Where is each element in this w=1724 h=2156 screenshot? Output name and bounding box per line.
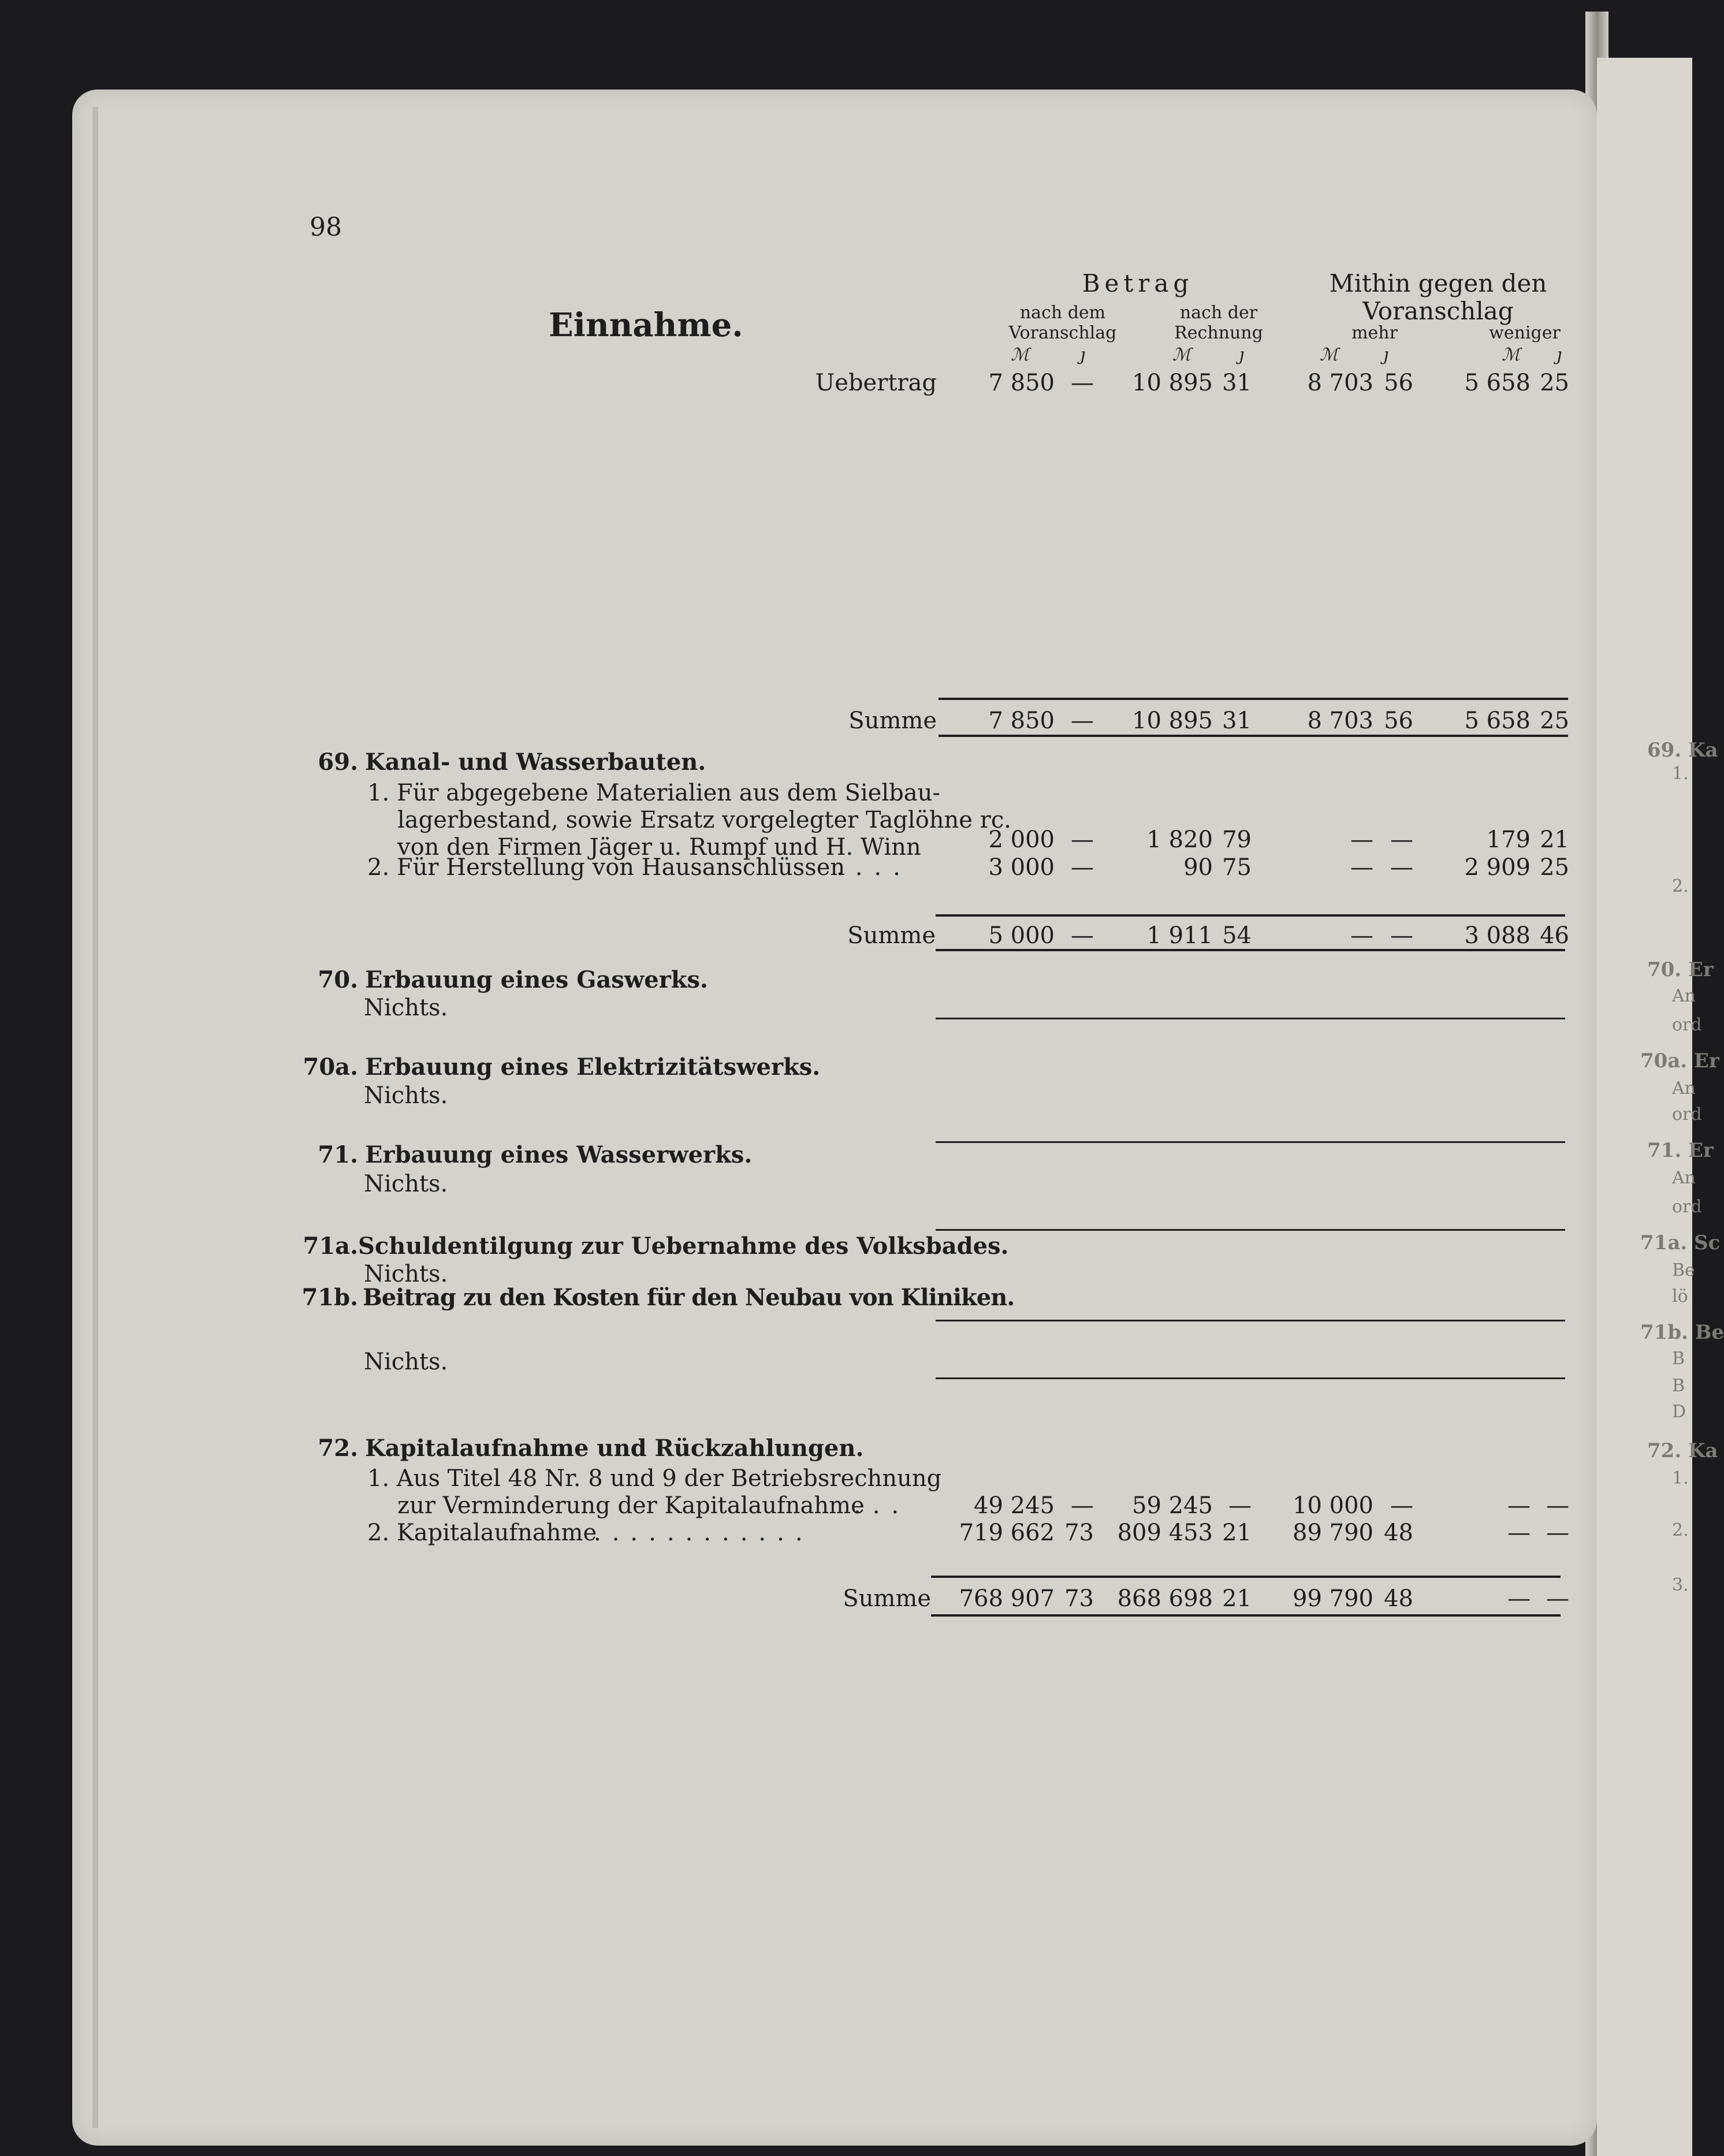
header-col2-line2: Rechnung: [1174, 323, 1263, 343]
s69-summe-col2-pf: 54: [1222, 922, 1252, 949]
uebertrag-col3-mark: 8 703: [1307, 370, 1373, 396]
document-page: [72, 90, 1597, 2146]
s69-summe-col4-pf: 46: [1540, 922, 1569, 949]
header-mithin-line2: Voranschlag: [1362, 297, 1514, 325]
uebertrag-col4-mark: 5 658: [1464, 370, 1531, 396]
s69-summe-col3-mark: —: [1350, 922, 1373, 949]
facing-frag-14: Be: [1672, 1260, 1695, 1280]
summe1-col1-mark: 7 850: [988, 708, 1055, 734]
s69-item1-col2-mark: 1 820: [1146, 826, 1213, 853]
s72-item1-col1-mark: 49 245: [974, 1492, 1055, 1519]
s69-item1-line3: von den Firmen Jäger u. Rumpf und H. Winn: [397, 834, 921, 861]
s69-item2-col4-pf: 25: [1540, 854, 1569, 881]
uebertrag-col1-mark: 7 850: [988, 370, 1055, 396]
facing-frag-8: An: [1672, 1078, 1696, 1099]
s70-rule: [936, 1018, 1565, 1019]
s69-title: Kanal- und Wasserbauten.: [365, 749, 706, 776]
facing-frag-16: 71b. Be: [1640, 1321, 1724, 1344]
s72-summe-col1-pf: 73: [1064, 1585, 1094, 1612]
summe1-bottom-rule: [939, 735, 1568, 737]
s72-item1-col2-mark: 59 245: [1132, 1492, 1213, 1519]
summe1-label: Summe: [848, 708, 937, 734]
s72-summe-col4-mark: —: [1507, 1585, 1531, 1612]
s72-summe-col4-pf: —: [1546, 1585, 1569, 1612]
facing-frag-3: 2.: [1672, 876, 1689, 896]
s72-summe-bottom-rule: [931, 1614, 1561, 1617]
uebertrag-col2-pf: 31: [1222, 370, 1252, 396]
summe1-top-rule: [939, 698, 1568, 700]
s69-item2-col1-mark: 3 000: [988, 854, 1055, 881]
s71b-number: 71b.: [301, 1284, 358, 1311]
header-col4: weniger: [1489, 323, 1561, 343]
s69-summe-col2-mark: 1 911: [1146, 922, 1213, 949]
facing-frag-2: 1.: [1672, 764, 1689, 784]
s72-item2-leader: ............: [594, 1520, 814, 1546]
s70a-rule: [936, 1141, 1565, 1143]
s72-summe-col3-pf: 48: [1384, 1585, 1413, 1612]
s69-summe-col1-pf: —: [1071, 922, 1094, 949]
facing-frag-22: 2.: [1672, 1520, 1689, 1540]
s69-item1-col3-pf: —: [1390, 826, 1413, 853]
s69-summe-top-rule: [936, 914, 1565, 917]
s69-item2-leader: ....: [836, 854, 912, 881]
s71-note: Nichts.: [364, 1171, 448, 1197]
s72-summe-top-rule: [931, 1576, 1561, 1578]
s70-note: Nichts.: [364, 995, 448, 1021]
page-number: 98: [310, 213, 342, 242]
s72-item1-line2: zur Verminderung der Kapitalaufnahme: [397, 1492, 865, 1519]
pf-col2: ȷ: [1239, 345, 1245, 365]
s71-rule: [936, 1229, 1565, 1231]
s69-item1-col1-mark: 2 000: [988, 826, 1055, 853]
summe1-col4-mark: 5 658: [1464, 708, 1531, 734]
facing-frag-5: An: [1672, 986, 1696, 1006]
facing-frag-1: 69. Ka: [1647, 739, 1718, 762]
s71a-rule: [936, 1320, 1565, 1321]
facing-frag-10: 71. Er: [1647, 1139, 1714, 1162]
s69-summe-col1-mark: 5 000: [988, 922, 1055, 949]
s71b-title: Beitrag zu den Kosten für den Neubau von Kliniken.: [363, 1284, 1015, 1311]
facing-frag-4: 70. Er: [1647, 958, 1714, 981]
s69-summe-col4-mark: 3 088: [1464, 922, 1531, 949]
header-col2-line1: nach der: [1179, 303, 1258, 323]
header-col1-line1: nach dem: [1019, 303, 1106, 323]
s72-item2-col3-pf: 48: [1384, 1520, 1413, 1546]
facing-frag-17: B: [1672, 1349, 1685, 1369]
summe1-col3-pf: 56: [1384, 708, 1413, 734]
facing-frag-9: ord: [1672, 1104, 1702, 1124]
uebertrag-col1-pf: —: [1071, 370, 1094, 396]
s72-item2-col3-mark: 89 790: [1293, 1520, 1373, 1546]
s72-item2-col1-pf: 73: [1064, 1520, 1094, 1546]
s70-number: 70.: [318, 966, 358, 993]
s69-item2-line: 2. Für Herstellung von Hausanschlüssen: [367, 854, 846, 881]
uebertrag-col3-pf: 56: [1384, 370, 1413, 396]
s69-item1-col2-pf: 79: [1222, 826, 1252, 853]
header-mithin-line1: Mithin gegen den: [1329, 269, 1547, 297]
s72-item2-col1-mark: 719 662: [959, 1520, 1055, 1546]
s72-item2-col4-pf: —: [1546, 1520, 1569, 1546]
header-col3: mehr: [1351, 323, 1398, 343]
summe1-col2-mark: 10 895: [1132, 708, 1213, 734]
mark-col4: ℳ: [1502, 345, 1521, 365]
s71b-note: Nichts.: [364, 1349, 448, 1375]
s71a-number: 71a.: [303, 1232, 358, 1260]
header-betrag: Betrag: [1082, 269, 1194, 297]
s70-title: Erbauung eines Gaswerks.: [365, 966, 708, 993]
pf-col3: ȷ: [1383, 345, 1389, 365]
s69-summe-label: Summe: [847, 922, 936, 949]
facing-frag-6: ord: [1672, 1015, 1702, 1035]
facing-frag-7: 70a. Er: [1640, 1049, 1719, 1073]
facing-frag-12: ord: [1672, 1197, 1702, 1217]
facing-frag-11: An: [1672, 1168, 1696, 1188]
s69-summe-bottom-rule: [936, 949, 1565, 951]
s72-item1-line1: 1. Aus Titel 48 Nr. 8 und 9 der Betriebsrechnung: [367, 1465, 942, 1492]
s69-item1-col1-pf: —: [1071, 826, 1094, 853]
s72-item1-col2-pf: —: [1228, 1492, 1252, 1519]
s69-item2-col2-mark: 90: [1183, 854, 1213, 881]
s71a-note: Nichts.: [364, 1261, 448, 1287]
summe1-col2-pf: 31: [1222, 708, 1252, 734]
summe1-col4-pf: 25: [1540, 708, 1569, 734]
s69-item2-col3-pf: —: [1390, 854, 1413, 881]
facing-frag-19: D: [1672, 1402, 1686, 1422]
mark-col2: ℳ: [1172, 345, 1191, 365]
s69-summe-col3-pf: —: [1390, 922, 1413, 949]
uebertrag-label: Uebertrag: [815, 370, 937, 396]
s71-title: Erbauung eines Wasserwerks.: [365, 1141, 753, 1168]
s69-item1-col4-pf: 21: [1540, 826, 1569, 853]
page-edge: [92, 107, 98, 2128]
facing-frag-15: lö: [1672, 1286, 1688, 1306]
s70a-title: Erbauung eines Elektrizitätswerks.: [365, 1053, 821, 1081]
s72-item1-leader: ...: [854, 1492, 911, 1519]
facing-frag-20: 72. Ka: [1647, 1439, 1718, 1462]
s71-number: 71.: [318, 1141, 358, 1168]
uebertrag-col4-pf: 25: [1540, 370, 1569, 396]
facing-frag-18: B: [1672, 1376, 1685, 1396]
s72-title: Kapitalaufnahme und Rückzahlungen.: [365, 1435, 864, 1462]
s71b-rule: [936, 1377, 1565, 1379]
s69-item1-line2: lagerbestand, sowie Ersatz vorgelegter Taglöhne rc.: [397, 807, 1011, 833]
s69-item2-col3-mark: —: [1350, 854, 1373, 881]
s72-number: 72.: [318, 1435, 358, 1462]
s72-item2-line: 2. Kapitalaufnahme: [367, 1520, 597, 1546]
s69-item2-col2-pf: 75: [1222, 854, 1252, 881]
s72-item1-col4-mark: —: [1507, 1492, 1531, 1519]
s72-item1-col4-pf: —: [1546, 1492, 1569, 1519]
s72-summe-col2-pf: 21: [1222, 1585, 1252, 1612]
s72-item1-col3-mark: 10 000: [1293, 1492, 1373, 1519]
s69-item2-col4-mark: 2 909: [1464, 854, 1531, 881]
s72-item2-col2-pf: 21: [1222, 1520, 1252, 1546]
facing-frag-23: 3.: [1672, 1575, 1689, 1595]
s72-item2-col4-mark: —: [1507, 1520, 1531, 1546]
s72-item1-col3-pf: —: [1390, 1492, 1413, 1519]
s71a-title: Schuldentilgung zur Uebernahme des Volksbades.: [358, 1232, 1009, 1260]
s72-summe-col3-mark: 99 790: [1293, 1585, 1373, 1612]
s72-summe-label: Summe: [843, 1585, 931, 1612]
facing-frag-13: 71a. Sc: [1640, 1231, 1721, 1254]
mark-col3: ℳ: [1320, 345, 1339, 365]
s69-item1-line1: 1. Für abgegebene Materialien aus dem Sielbau-: [367, 780, 940, 806]
pf-col1: ȷ: [1080, 345, 1086, 365]
uebertrag-col2-mark: 10 895: [1132, 370, 1213, 396]
summe1-col1-pf: —: [1071, 708, 1094, 734]
pf-col4: ȷ: [1557, 345, 1562, 365]
header-col1-line2: Voranschlag: [1008, 323, 1117, 343]
s69-item1-col3-mark: —: [1350, 826, 1373, 853]
s72-item1-col1-pf: —: [1071, 1492, 1094, 1519]
page-title: Einnahme.: [549, 306, 743, 344]
s70a-number: 70a.: [303, 1053, 358, 1081]
mark-col1: ℳ: [1011, 345, 1030, 365]
s72-item2-col2-mark: 809 453: [1117, 1520, 1213, 1546]
s69-item1-col4-mark: 179: [1486, 826, 1531, 853]
s72-summe-col1-mark: 768 907: [959, 1585, 1055, 1612]
s72-summe-col2-mark: 868 698: [1117, 1585, 1213, 1612]
s69-number: 69.: [318, 749, 358, 776]
s69-item2-col1-pf: —: [1071, 854, 1094, 881]
summe1-col3-mark: 8 703: [1307, 708, 1373, 734]
s70a-note: Nichts.: [364, 1082, 448, 1109]
facing-frag-21: 1.: [1672, 1468, 1689, 1488]
